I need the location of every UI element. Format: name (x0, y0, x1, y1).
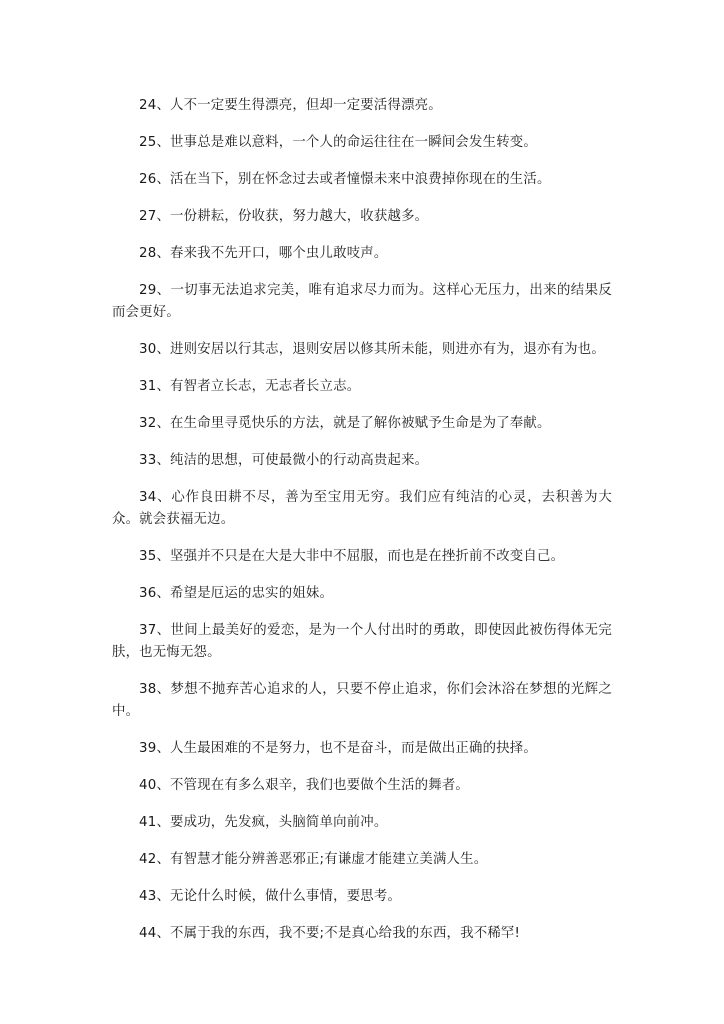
paragraph-29: 29、一切事无法追求完美，唯有追求尽力而为。这样心无压力，出来的结果反而会更好。 (112, 283, 612, 320)
paragraph-24: 24、人不一定要生得漂亮，但却一定要活得漂亮。 (139, 98, 442, 113)
document-body (112, 95, 612, 960)
paragraph-33: 33、纯洁的思想，可使最微小的行动高贵起来。 (139, 453, 429, 468)
paragraph-36: 36、希望是厄运的忠实的姐妹。 (139, 586, 334, 601)
paragraph-26: 26、活在当下，别在怀念过去或者憧憬未来中浪费掉你现在的生活。 (139, 172, 551, 187)
paragraph-42: 42、有智慧才能分辨善恶邪正;有谦虚才能建立美满人生。 (139, 852, 488, 867)
paragraph-38: 38、梦想不抛弃苦心追求的人，只要不停止追求，你们会沐浴在梦想的光辉之中。 (112, 682, 612, 719)
paragraph-35: 35、坚强并不只是在大是大非中不屈服，而也是在挫折前不改变自己。 (139, 549, 565, 564)
paragraph-25: 25、世事总是难以意料，一个人的命运往往在一瞬间会发生转变。 (139, 135, 537, 150)
paragraph-30: 30、进则安居以行其志，退则安居以修其所未能，则进亦有为，退亦有为也。 (139, 342, 605, 357)
paragraph-37: 37、世间上最美好的爱恋，是为一个人付出时的勇敢，即使因此被伤得体无完肤，也无悔无怨。 (112, 623, 612, 660)
paragraph-32: 32、在生命里寻觅快乐的方法，就是了解你被赋予生命是为了奉献。 (139, 416, 551, 431)
paragraph-39: 39、人生最困难的不是努力，也不是奋斗，而是做出正确的抉择。 (139, 741, 537, 756)
paragraph-43: 43、无论什么时候，做什么事情，要思考。 (139, 889, 402, 904)
paragraph-44: 44、不属于我的东西，我不要;不是真心给我的东西，我不稀罕! (139, 926, 521, 941)
paragraph-27: 27、一份耕耘，份收获，努力越大，收获越多。 (139, 209, 429, 224)
paragraph-31: 31、有智者立长志，无志者长立志。 (139, 379, 361, 394)
paragraph-34: 34、心作良田耕不尽，善为至宝用无穷。我们应有纯洁的心灵，去积善为大众。就会获福无边。 (112, 490, 612, 527)
paragraph-40: 40、不管现在有多么艰辛，我们也要做个生活的舞者。 (139, 778, 470, 793)
paragraph-41: 41、要成功，先发疯，头脑简单向前冲。 (139, 815, 388, 830)
paragraph-28: 28、春来我不先开口，哪个虫儿敢吱声。 (139, 246, 388, 261)
